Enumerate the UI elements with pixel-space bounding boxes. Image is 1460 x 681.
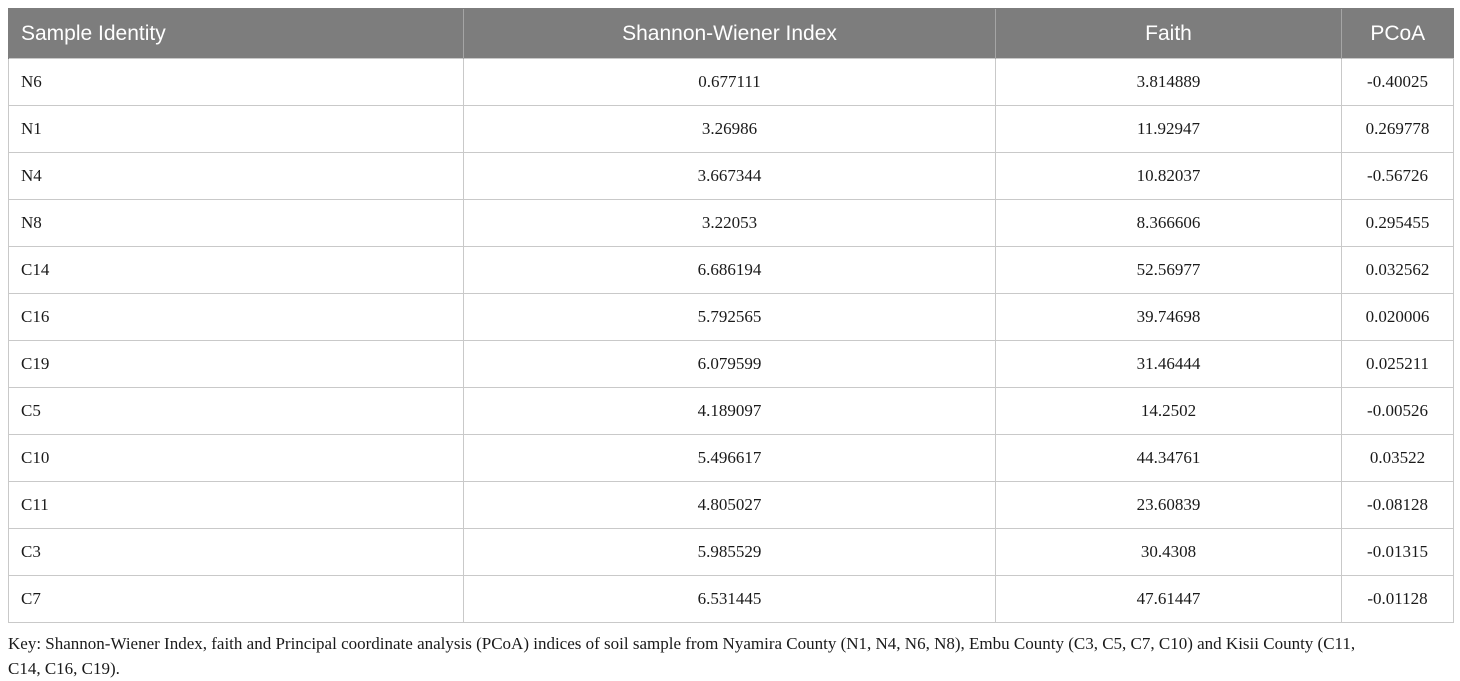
cell-pcoa: 0.269778 <box>1342 106 1454 153</box>
cell-faith: 31.46444 <box>996 341 1342 388</box>
alpha-diversity-table <box>8 8 1454 623</box>
cell-shannon-wiener: 6.079599 <box>464 341 996 388</box>
cell-shannon-wiener: 3.26986 <box>464 106 996 153</box>
cell-sample-identity: C11 <box>9 482 464 529</box>
header-pcoa: PCoA <box>1342 9 1454 59</box>
header-row <box>9 9 1454 59</box>
cell-pcoa: -0.56726 <box>1342 153 1454 200</box>
cell-sample-identity: C7 <box>9 576 464 623</box>
cell-pcoa: -0.00526 <box>1342 388 1454 435</box>
cell-shannon-wiener: 4.189097 <box>464 388 996 435</box>
caption-line-2: C14, C16, C19). <box>8 659 120 678</box>
cell-faith: 10.82037 <box>996 153 1342 200</box>
cell-faith: 47.61447 <box>996 576 1342 623</box>
cell-sample-identity: C5 <box>9 388 464 435</box>
cell-pcoa: -0.08128 <box>1342 482 1454 529</box>
caption-line-1: Key: Shannon-Wiener Index, faith and Principal coordinate analysis (PCoA) indices of soil sample from Nyamira County (N1, N4, N6, N8), Embu County (C3, C5, C7, C10) and Kisii County (C11, <box>8 634 1356 653</box>
cell-shannon-wiener: 6.531445 <box>464 576 996 623</box>
cell-shannon-wiener: 6.686194 <box>464 247 996 294</box>
table-row <box>9 294 1454 341</box>
cell-sample-identity: N1 <box>9 106 464 153</box>
table-row <box>9 482 1454 529</box>
cell-pcoa: 0.020006 <box>1342 294 1454 341</box>
table-row <box>9 576 1454 623</box>
cell-faith: 14.2502 <box>996 388 1342 435</box>
cell-pcoa: -0.01128 <box>1342 576 1454 623</box>
cell-sample-identity: C14 <box>9 247 464 294</box>
table-caption <box>8 631 1453 681</box>
cell-sample-identity: C16 <box>9 294 464 341</box>
table-row <box>9 153 1454 200</box>
cell-pcoa: -0.01315 <box>1342 529 1454 576</box>
cell-pcoa: 0.025211 <box>1342 341 1454 388</box>
cell-sample-identity: N8 <box>9 200 464 247</box>
header-sample-identity: Sample Identity <box>9 9 464 59</box>
header-shannon-wiener-index: Shannon-Wiener Index <box>464 9 996 59</box>
cell-faith: 23.60839 <box>996 482 1342 529</box>
cell-shannon-wiener: 3.22053 <box>464 200 996 247</box>
table-row <box>9 59 1454 106</box>
cell-faith: 30.4308 <box>996 529 1342 576</box>
table-header <box>9 9 1454 59</box>
cell-faith: 3.814889 <box>996 59 1342 106</box>
cell-shannon-wiener: 3.667344 <box>464 153 996 200</box>
table-row <box>9 106 1454 153</box>
cell-faith: 44.34761 <box>996 435 1342 482</box>
cell-shannon-wiener: 0.677111 <box>464 59 996 106</box>
cell-faith: 11.92947 <box>996 106 1342 153</box>
cell-faith: 39.74698 <box>996 294 1342 341</box>
table-row <box>9 529 1454 576</box>
table-row <box>9 435 1454 482</box>
header-faith: Faith <box>996 9 1342 59</box>
cell-faith: 52.56977 <box>996 247 1342 294</box>
table-row <box>9 247 1454 294</box>
table-row <box>9 388 1454 435</box>
cell-sample-identity: C10 <box>9 435 464 482</box>
cell-shannon-wiener: 5.792565 <box>464 294 996 341</box>
cell-sample-identity: C19 <box>9 341 464 388</box>
cell-sample-identity: N6 <box>9 59 464 106</box>
cell-faith: 8.366606 <box>996 200 1342 247</box>
cell-pcoa: 0.03522 <box>1342 435 1454 482</box>
cell-sample-identity: C3 <box>9 529 464 576</box>
cell-shannon-wiener: 5.985529 <box>464 529 996 576</box>
table-row <box>9 341 1454 388</box>
cell-pcoa: 0.295455 <box>1342 200 1454 247</box>
cell-pcoa: 0.032562 <box>1342 247 1454 294</box>
cell-sample-identity: N4 <box>9 153 464 200</box>
cell-shannon-wiener: 4.805027 <box>464 482 996 529</box>
table-row <box>9 200 1454 247</box>
cell-shannon-wiener: 5.496617 <box>464 435 996 482</box>
cell-pcoa: -0.40025 <box>1342 59 1454 106</box>
table-body <box>9 59 1454 623</box>
document-page <box>8 8 1453 681</box>
